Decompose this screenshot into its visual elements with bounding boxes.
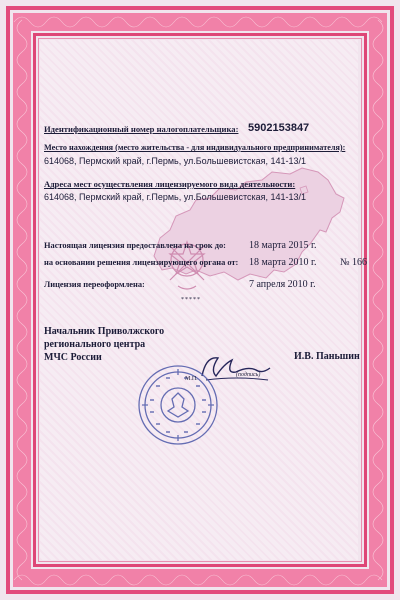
signatory-title-line2: регионального центра bbox=[44, 339, 146, 350]
decision-date: 18 марта 2010 г. bbox=[249, 257, 317, 268]
signatory-title-line3: МЧС России bbox=[44, 352, 102, 363]
location-value: 614068, Пермский край, г.Пермь, ул.Большевистская, 141-13/1 bbox=[44, 156, 307, 166]
activity-address-value: 614068, Пермский край, г.Пермь, ул.Большевистская, 141-13/1 bbox=[44, 192, 307, 202]
decision-number: № 166 bbox=[340, 257, 368, 268]
activity-address-label: Адреса мест осуществления лицензируемого вида деятельности: bbox=[44, 179, 296, 189]
reissued-label: Лицензия переоформлена: bbox=[44, 280, 145, 289]
emblem-stars: ***** bbox=[181, 297, 201, 303]
inn-value: 5902153847 bbox=[248, 122, 310, 134]
location-label: Место нахождения (место жительства - для индивидуального предпринимателя): bbox=[44, 143, 346, 152]
reissued-date: 7 апреля 2010 г. bbox=[249, 279, 316, 290]
signature-caption: (подпись) bbox=[236, 372, 261, 378]
inn-label: Идентификационный номер налогоплательщика: bbox=[44, 124, 239, 134]
term-value: 18 марта 2015 г. bbox=[249, 240, 317, 251]
signatory-name: И.В. Паньшин bbox=[294, 351, 360, 362]
decision-label: на основании решения лицензирующего органа от: bbox=[44, 258, 239, 267]
term-label: Настоящая лицензия предоставлена на срок до: bbox=[44, 241, 226, 250]
official-stamp bbox=[136, 363, 220, 447]
mp-label: М.П. bbox=[185, 376, 198, 382]
signatory-title-line1: Начальник Приволжского bbox=[44, 326, 165, 337]
